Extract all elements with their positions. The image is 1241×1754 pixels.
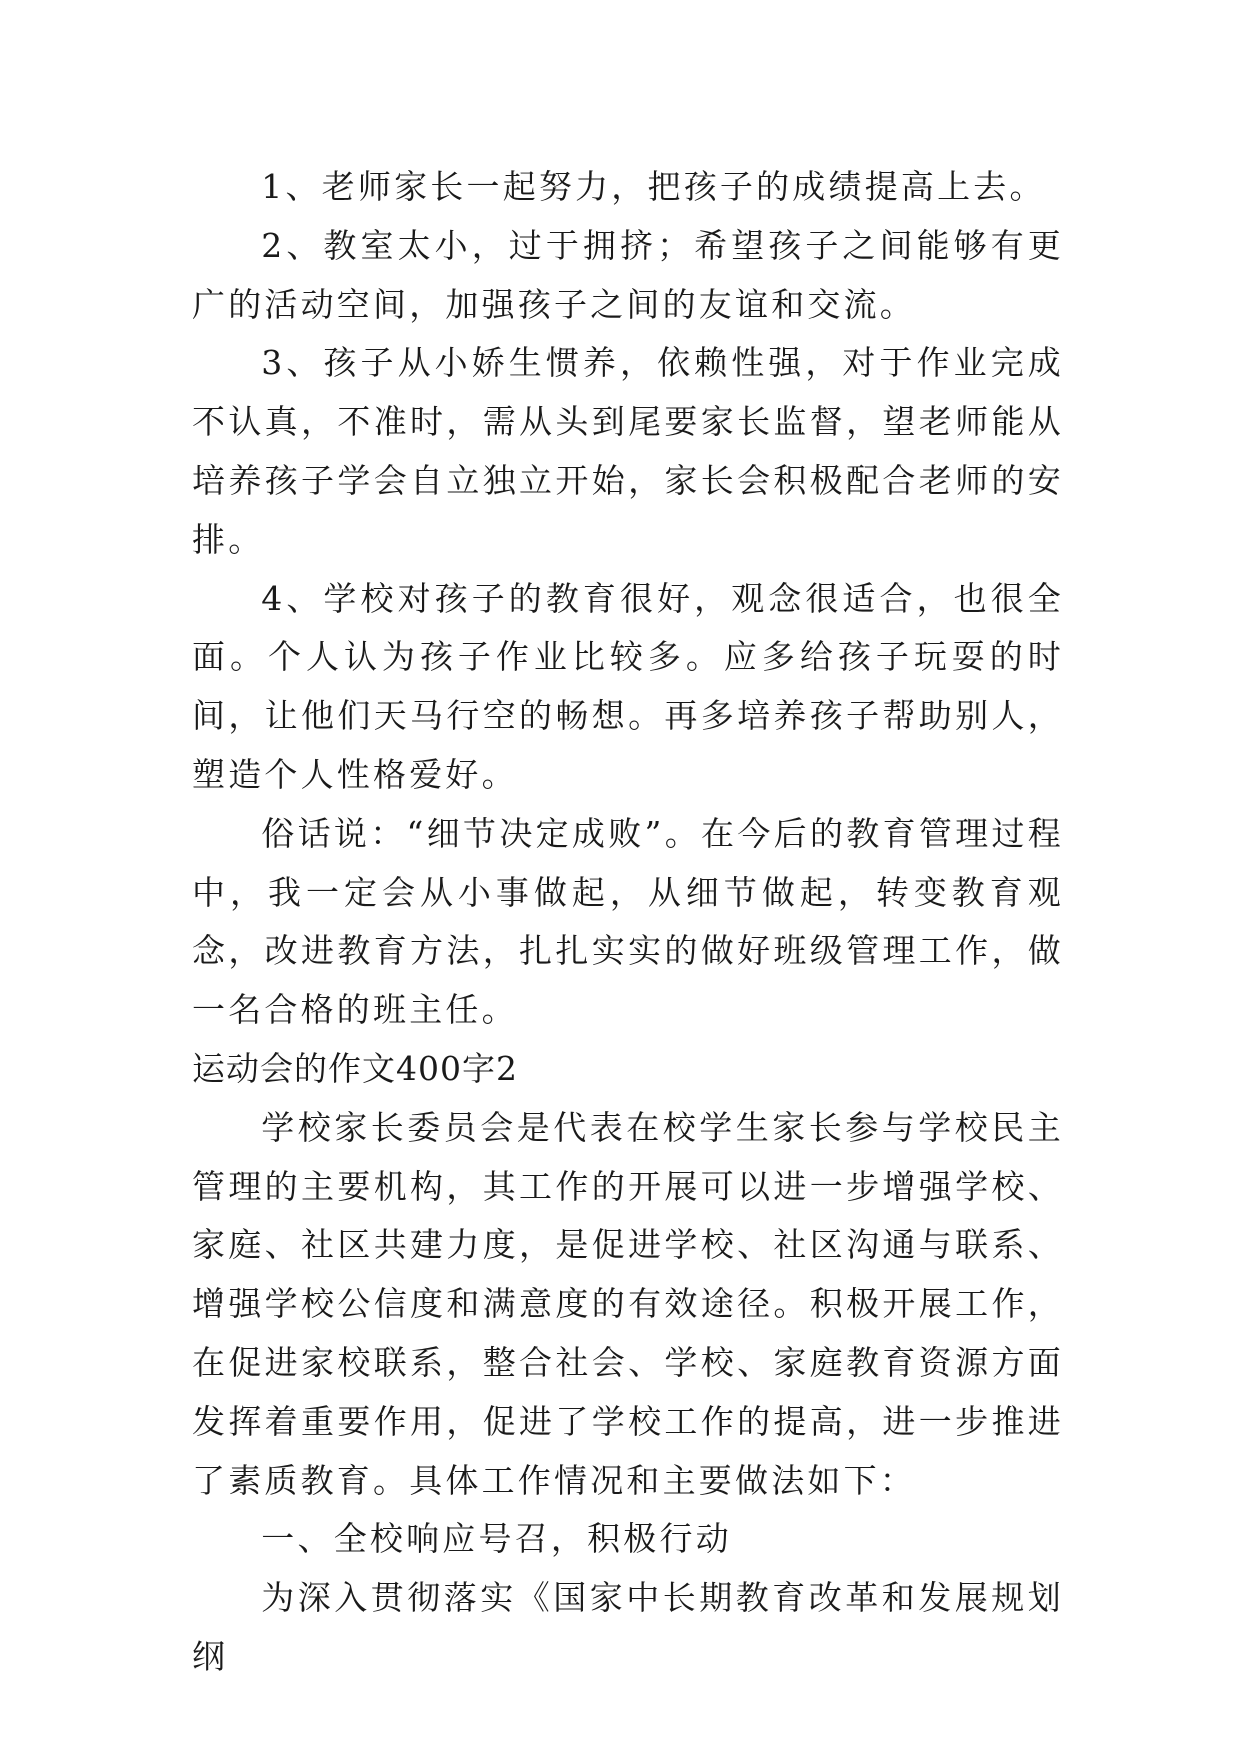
paragraph-item-1: 1、老师家长一起努力，把孩子的成绩提高上去。 <box>261 167 1046 206</box>
section-paragraph-continued: 为深入贯彻落实《国家中长期教育改革和发展规划纲 <box>192 1578 1064 1676</box>
paragraph-conclusion: 俗话说：“细节决定成败”。在今后的教育管理过程中，我一定会从小事做起，从细节做起，转变教育观念，改进教育方法，扎扎实实的做好班级管理工作，做一名合格的班主任。 <box>192 813 1064 1030</box>
paragraph-item-4: 4、学校对孩子的教育很好，观念很适合，也很全面。个人认为孩子作业比较多。应多给孩子玩耍的时间，让他们天马行空的畅想。再多培养孩子帮助别人，塑造个人性格爱好。 <box>192 578 1064 794</box>
paragraph-item-2: 2、教室太小，过于拥挤；希望孩子之间能够有更广的活动空间，加强孩子之间的友谊和交流。 <box>192 225 1064 324</box>
section-title: 运动会的作文400字2 <box>192 1048 518 1088</box>
section-paragraph-intro: 学校家长委员会是代表在校学生家长参与学校民主管理的主要机构，其工作的开展可以进一步增强学校、家庭、社区共建力度，是促进学校、社区沟通与联系、增强学校公信度和满意度的有效途径。积极开展工作，在促进家校联系，整合社会、学校、家庭教育资源方面发挥着重要作用，促进了学校工作的提高，进一步推进了素质教育。具体工作情况和主要做法如下： <box>192 1107 1064 1500</box>
section-subheading: 一、全校响应号召，积极行动 <box>261 1519 732 1559</box>
paragraph-item-3: 3、孩子从小娇生惯养，依赖性强，对于作业完成不认真，不准时，需从头到尾要家长监督，望老师能从培养孩子学会自立独立开始，家长会积极配合老师的安排。 <box>192 343 1064 559</box>
document-body <box>192 158 1064 1687</box>
